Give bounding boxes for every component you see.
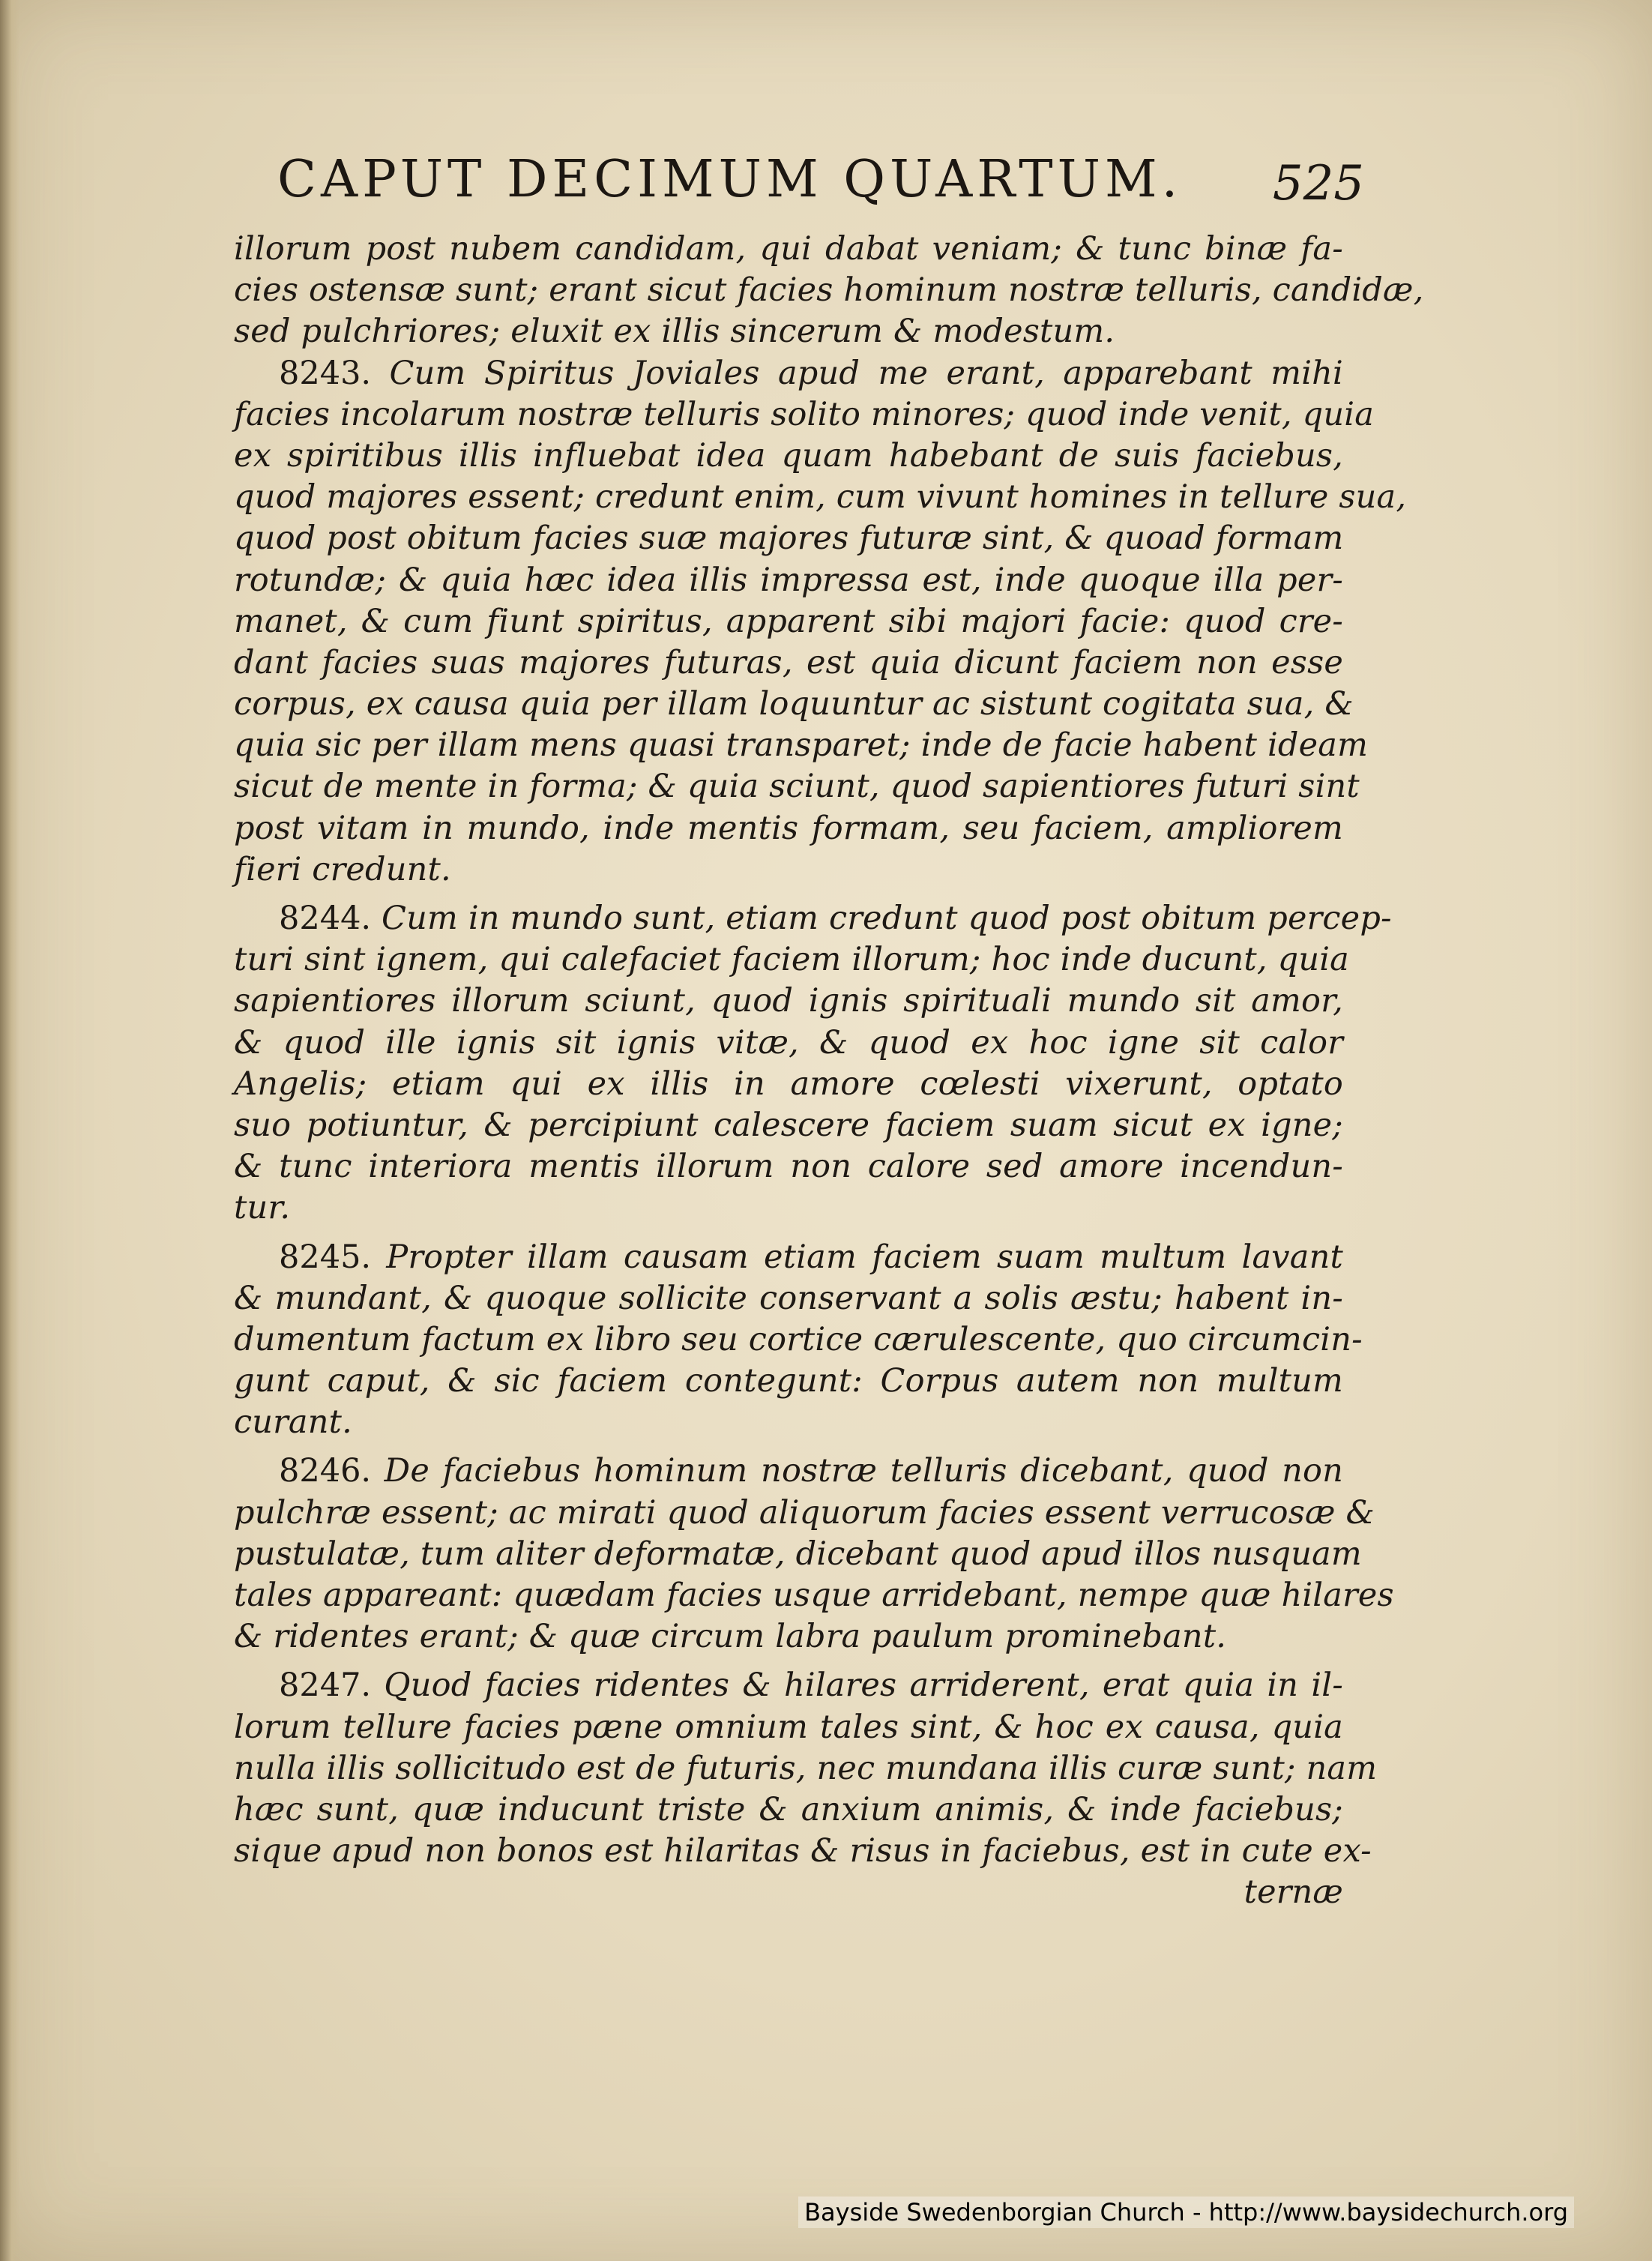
text-line: cies ostensæ sunt; erant sicut facies hominum nostræ telluris, candidæ,: [234, 271, 1424, 310]
text-line: facies incolarum nostræ telluris solito minores; quod inde venit, quia: [234, 395, 1375, 433]
paragraph-first-line: [234, 353, 1343, 394]
text-line: hæc sunt, quæ inducunt triste & anxium animis, & inde faciebus;: [234, 1790, 1343, 1828]
text-line: & mundant, & quoque sollicite conservant a solis æstu; habent in-: [234, 1279, 1343, 1317]
text-line: tur.: [234, 1189, 291, 1227]
paragraph-first-line: [234, 1451, 1343, 1492]
text-line: fieri credunt.: [234, 850, 451, 888]
text-line: suo potiuntur, & percipiunt calescere faciem suam sicut ex igne;: [234, 1106, 1343, 1144]
page-number: 525: [1272, 156, 1364, 211]
text-line: De faciebus hominum nostræ telluris dicebant, quod non: [384, 1452, 1343, 1490]
text-line: Quod facies ridentes & hilares arriderent, erat quia in il-: [384, 1667, 1343, 1705]
text-line: corpus, ex causa quia per illam loquuntur ac sistunt cogitata sua, &: [234, 685, 1354, 723]
chapter-title: CAPUT DECIMUM QUARTUM.: [277, 150, 1183, 209]
watermark-footer: Bayside Swedenborgian Church - http://www.baysidechurch.org: [798, 2197, 1574, 2228]
text-line: ex spiritibus illis influebat idea quam habebant de suis faciebus,: [234, 436, 1343, 475]
text-line: sed pulchriores; eluxit ex illis sincerum & modestum.: [234, 313, 1115, 351]
paragraph-first-line: [234, 898, 1392, 939]
text-line: illorum post nubem candidam, qui dabat veniam; & tunc binæ fa-: [234, 230, 1343, 268]
text-line: & ridentes erant; & quæ circum labra paulum prominebant.: [234, 1618, 1227, 1656]
paragraph-number: 8247.: [279, 1667, 372, 1705]
text-line: rotundæ; & quia hæc idea illis impressa est, inde quoque illa per-: [234, 561, 1343, 599]
paragraph-first-line: [234, 1665, 1343, 1706]
text-line: & tunc interiora mentis illorum non calore sed amore incendun-: [234, 1148, 1343, 1186]
body-text: [234, 229, 1424, 1914]
text-line: sicut de mente in forma; & quia sciunt, quod sapientiores futuri sint: [234, 768, 1360, 806]
text-line: sapientiores illorum sciunt, quod ignis spirituali mundo sit amor,: [234, 982, 1343, 1020]
catchword: ternæ: [1243, 1873, 1343, 1912]
paragraph-number: 8244.: [279, 900, 372, 937]
text-line: tales appareant: quædam facies usque arridebant, nempe quæ hilares: [234, 1577, 1394, 1614]
text-line: pustulatæ, tum aliter deformatæ, dicebant quod apud illos nusquam: [234, 1535, 1362, 1573]
text-line: gunt caput, & sic faciem contegunt: Corpus autem non multum: [234, 1362, 1343, 1400]
text-line: quod post obitum facies suæ majores futuræ sint, & quoad formam: [234, 520, 1344, 558]
text-line: post vitam in mundo, inde mentis formam, seu faciem, ampliorem: [234, 809, 1343, 847]
text-line: Cum in mundo sunt, etiam credunt quod post obitum percep-: [381, 900, 1392, 937]
text-line: quod majores essent; credunt enim, cum vivunt homines in tellure sua,: [234, 478, 1407, 517]
paragraph-gap: [234, 1443, 1343, 1451]
paragraph-number: 8245.: [279, 1238, 372, 1276]
text-line: Cum Spiritus Joviales apud me erant, apparebant mihi: [389, 354, 1343, 392]
text-line: Propter illam causam etiam faciem suam multum lavant: [386, 1238, 1343, 1276]
paragraph-number: 8246.: [279, 1452, 372, 1490]
text-line: pulchræ essent; ac mirati quod aliquorum facies essent verrucosæ &: [234, 1493, 1375, 1532]
text-line: quia sic per illam mens quasi transparet; inde de facie habent ideam: [234, 726, 1369, 765]
text-line: nulla illis sollicitudo est de futuris, nec mundana illis curæ sunt; nam: [234, 1749, 1378, 1787]
text-line: dumentum factum ex libro seu cortice cærulescente, quo circumcin-: [234, 1320, 1363, 1358]
paragraph-number: 8243.: [279, 354, 372, 392]
paragraph-gap: [234, 1658, 1343, 1665]
paragraph-gap: [234, 891, 1343, 898]
paragraph-first-line: [234, 1237, 1343, 1278]
text-line: curant.: [234, 1403, 353, 1442]
text-line: dant facies suas majores futuras, est quia dicunt faciem non esse: [234, 643, 1343, 681]
text-line: lorum tellure facies pæne omnium tales sint, & hoc ex causa, quia: [234, 1708, 1343, 1746]
text-line: turi sint ignem, qui calefaciet faciem illorum; hoc inde ducunt, quia: [234, 941, 1350, 979]
paragraph-gap: [234, 1229, 1343, 1237]
running-header: [277, 150, 1364, 217]
text-line: sique apud non bonos est hilaritas & risus in faciebus, est in cute ex-: [234, 1832, 1372, 1870]
text-line: & quod ille ignis sit ignis vitæ, & quod ex hoc igne sit calor: [234, 1023, 1343, 1062]
text-line: Angelis; etiam qui ex illis in amore cœlesti vixerunt, optato: [234, 1065, 1343, 1103]
text-line: manet, & cum fiunt spiritus, apparent sibi majori facie: quod cre-: [234, 602, 1343, 640]
